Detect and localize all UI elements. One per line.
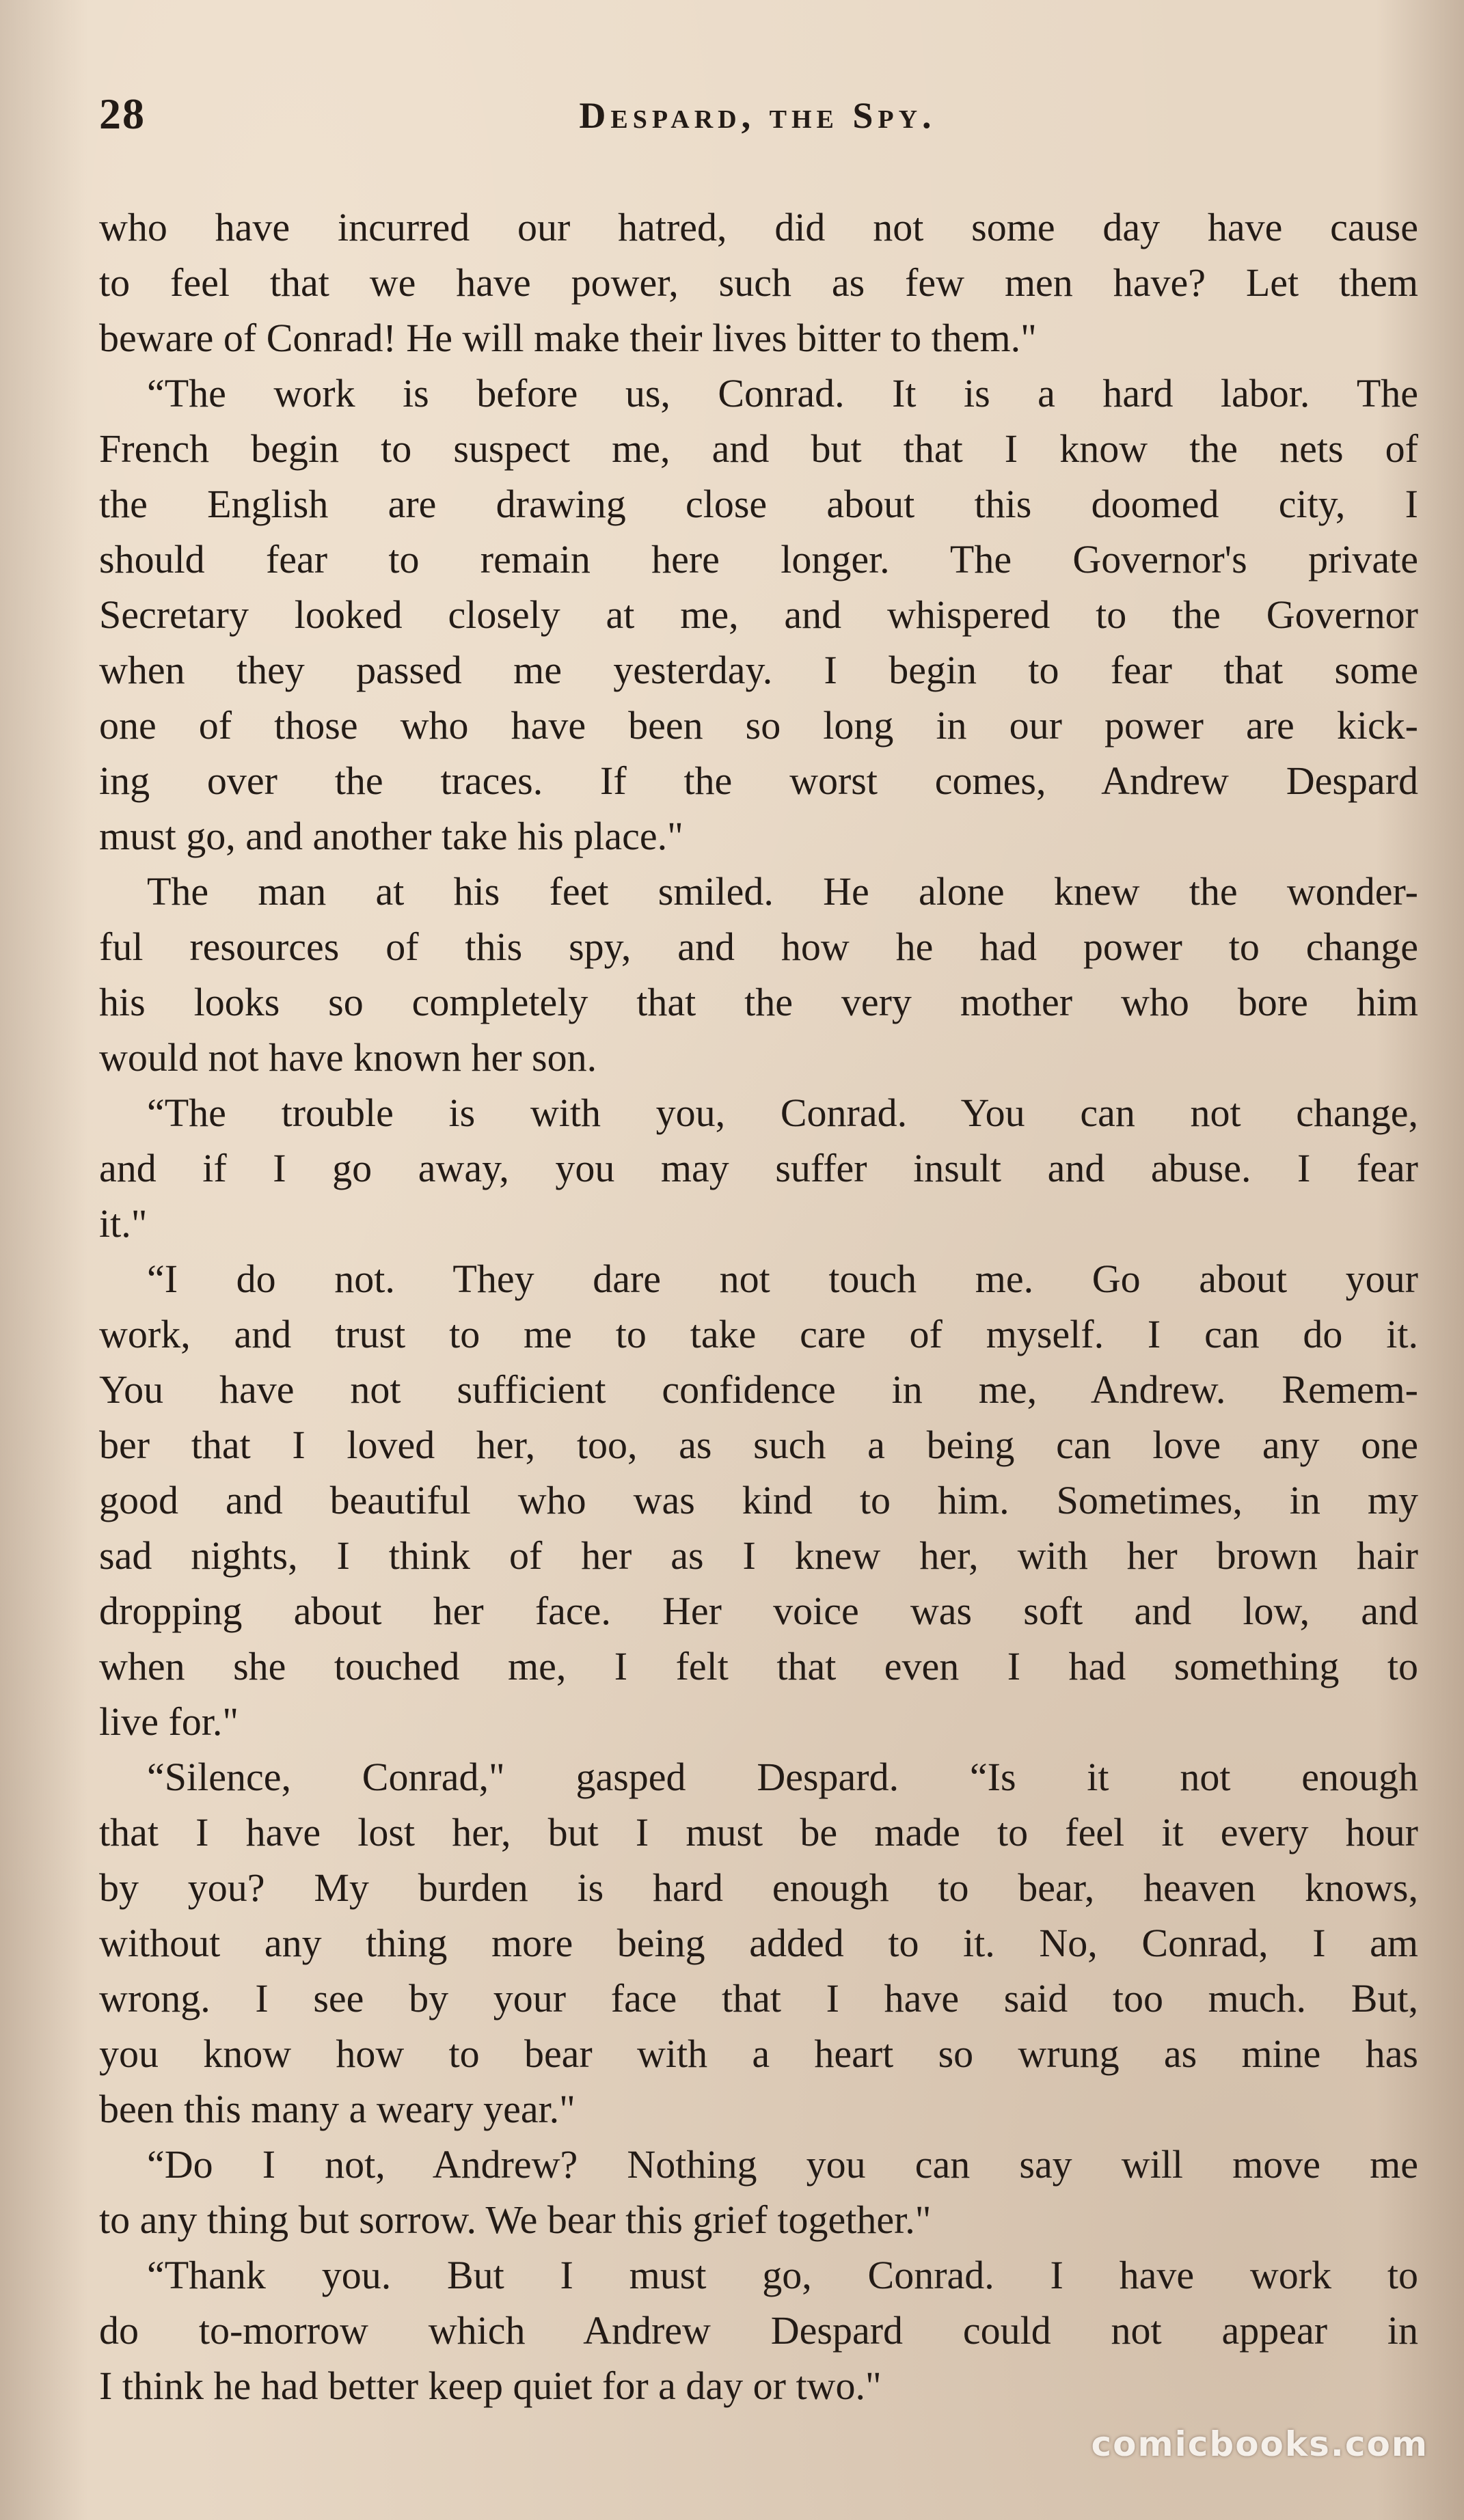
- text-line: work, and trust to me to take care of myself. I can do it.: [99, 1312, 1418, 1356]
- text-line: ing over the traces. If the worst comes, Andrew Despard: [99, 758, 1418, 803]
- text-line: and if I go away, you may suffer insult and abuse. I fear: [99, 1146, 1418, 1190]
- text-line: I think he had better keep quiet for a day or two.": [99, 2364, 882, 2408]
- text-line: “The trouble is with you, Conrad. You can not change,: [147, 1091, 1418, 1135]
- watermark: comicbooks.com: [1091, 2424, 1428, 2464]
- text-line: wrong. I see by your face that I have said too much. But,: [99, 1976, 1418, 2021]
- text-line: when she touched me, I felt that even I had something to: [99, 1644, 1418, 1688]
- text-line: “Thank you. But I must go, Conrad. I have work to: [147, 2253, 1418, 2297]
- text-line: “Silence, Conrad," gasped Despard. “Is it not enough: [147, 1755, 1418, 1799]
- text-line: do to-morrow which Andrew Despard could not appear in: [99, 2308, 1418, 2353]
- text-line: ful resources of this spy, and how he had power to change: [99, 925, 1418, 969]
- text-line: been this many a weary year.": [99, 2087, 575, 2131]
- text-line: you know how to bear with a heart so wrung as mine has: [99, 2031, 1418, 2076]
- text-line: without any thing more being added to it. No, Conrad, I am: [99, 1921, 1418, 1965]
- text-line: must go, and another take his place.": [99, 814, 683, 858]
- text-line: one of those who have been so long in our power are kick-: [99, 703, 1418, 748]
- text-line: The man at his feet smiled. He alone knew the wonder-: [147, 869, 1418, 914]
- running-head: Despard, the Spy.: [579, 95, 936, 136]
- text-line: live for.": [99, 1699, 239, 1744]
- text-line: should fear to remain here longer. The Governor's private: [99, 537, 1418, 581]
- text-line: beware of Conrad! He will make their lives bitter to them.": [99, 316, 1037, 360]
- text-line: to any thing but sorrow. We bear this grief together.": [99, 2197, 932, 2242]
- text-line: it.": [99, 1201, 148, 1246]
- text-line: ber that I loved her, too, as such a being can love any one: [99, 1423, 1418, 1467]
- text-line: “Do I not, Andrew? Nothing you can say will move me: [147, 2142, 1418, 2187]
- page-header: [99, 89, 1416, 150]
- body-text: [99, 200, 1418, 2413]
- text-line: his looks so completely that the very mother who bore him: [99, 980, 1418, 1024]
- page-number: 28: [99, 90, 146, 138]
- text-line: that I have lost her, but I must be made to feel it every hour: [99, 1810, 1418, 1854]
- text-line: sad nights, I think of her as I knew her, with her brown hair: [99, 1533, 1418, 1578]
- text-line: to feel that we have power, such as few men have? Let them: [99, 260, 1418, 305]
- text-line: would not have known her son.: [99, 1035, 597, 1080]
- text-line: You have not sufficient confidence in me, Andrew. Remem-: [99, 1367, 1418, 1412]
- text-line: by you? My burden is hard enough to bear, heaven knows,: [99, 1865, 1418, 1910]
- text-line: when they passed me yesterday. I begin to fear that some: [99, 648, 1418, 692]
- text-line: who have incurred our hatred, did not some day have cause: [99, 205, 1418, 249]
- text-line: Secretary looked closely at me, and whispered to the Governor: [99, 592, 1418, 637]
- text-line: “I do not. They dare not touch me. Go about your: [147, 1257, 1418, 1301]
- text-line: “The work is before us, Conrad. It is a hard labor. The: [147, 371, 1418, 415]
- text-line: French begin to suspect me, and but that I know the nets of: [99, 426, 1418, 471]
- text-line: dropping about her face. Her voice was soft and low, and: [99, 1589, 1418, 1633]
- text-line: the English are drawing close about this doomed city, I: [99, 482, 1418, 526]
- text-line: good and beautiful who was kind to him. Sometimes, in my: [99, 1478, 1418, 1522]
